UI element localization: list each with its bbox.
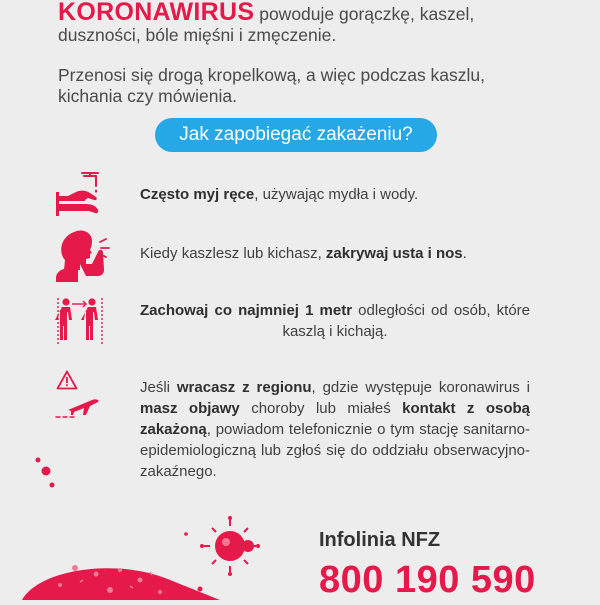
brand-title: KORONAWIRUS [58,0,255,26]
hotline-number[interactable]: 800 190 590 [319,559,536,601]
tip-cover-start: Kiedy kaszlesz lub kichasz, [140,245,326,262]
tip-wash-text [140,184,530,205]
tip-cover-end: . [462,245,467,262]
tip-distance [0,296,600,346]
tip-travel-t2: , gdzie występuje koronawirus i [311,379,530,396]
prevention-button[interactable]: Jak zapobiegać zakażeniu? [155,118,437,152]
virus-icon [0,440,300,605]
tip-travel-b2: masz objawy [140,400,240,417]
tip-cover-bold: zakrywaj usta i nos [325,245,463,262]
warning-icon [56,370,78,395]
hand-wash-icon [52,170,112,223]
intro-paragraph-2: Przenosi się drogą kropelkową, a więc podczas kaszlu, kichania czy mówienia. [58,65,486,106]
intro-paragraph-1 [58,2,538,46]
tip-travel-t1: Jeśli [140,379,177,396]
tip-distance-rest: odległości od osób, które kaszlą i kichają. [282,302,530,340]
tip-distance-text [140,300,530,342]
tip-wash-rest: , używając mydła i wody. [254,186,419,203]
tip-cover-text [140,243,530,264]
distance-icon [52,296,112,351]
tip-distance-bold: Zachowaj co najmniej 1 metr [140,302,353,319]
tip-wash-bold: Często myj ręce [140,186,255,203]
hotline-label: Infolinia NFZ [319,529,441,551]
intro-text-1: powoduje gorączkę, kaszel, duszności, bóle mięśni i zmęczenie. [58,4,475,45]
cough-icon [52,228,112,287]
tip-wash-hands [0,170,600,220]
tip-cover-mouth [0,228,600,284]
tip-travel-t4: , powiadom telefonicznie o tym stację sanitarno-epidemiologiczną lub zgłoś się do oddziału obserwacyjno-zakaźnego. [140,421,530,480]
tip-travel-t3: choroby lub miałeś [239,400,403,417]
airplane-icon [54,394,104,423]
tip-travel-b1: wracasz z regionu [176,379,312,396]
intro [58,2,538,126]
tip-travel-b3: kontakt z osobą zakażoną [140,400,530,438]
